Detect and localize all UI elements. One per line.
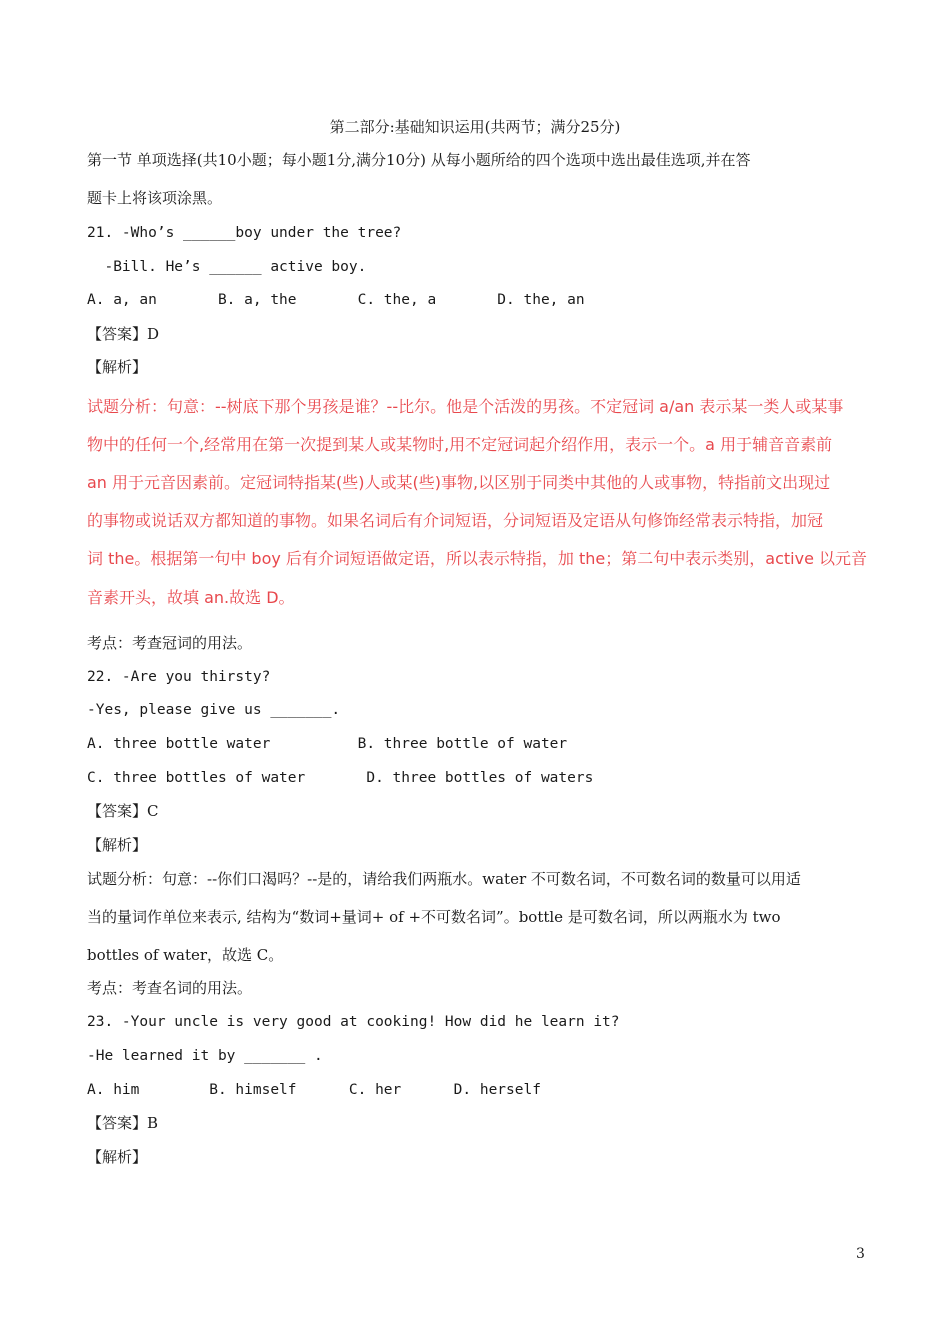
- q21-answer: 【答案】D: [87, 325, 160, 343]
- instructions-line-1: 第一节 单项选择(共10小题；每小题1分,满分10分) 从每小题所给的四个选项中选出最佳选项,并在答: [87, 151, 751, 169]
- q21-analysis-line-5: 词 the。根据第一句中 boy 后有介词短语做定语，所以表示特指，加 the；第二句中表示类别，active 以元音: [87, 549, 867, 568]
- q22-analysis-line-3: bottles of water，故选 C。: [87, 946, 284, 964]
- q23-stem-2: -He learned it by _______ .: [87, 1048, 323, 1064]
- q22-analysis-label: 【解析】: [87, 836, 148, 854]
- q22-analysis-line-1: 试题分析：句意：--你们口渴吗？--是的，请给我们两瓶水。water 不可数名词，不可数名词的数量可以用适: [87, 870, 801, 888]
- q22-point: 考点：考查名词的用法。: [87, 979, 253, 997]
- q23-analysis-label: 【解析】: [87, 1148, 148, 1166]
- q22-options-1: A. three bottle water B. three bottle of water: [87, 736, 568, 752]
- instructions-line-2: 题卡上将该项涂黑。: [87, 189, 223, 207]
- q22-stem-2: -Yes, please give us _______.: [87, 702, 341, 718]
- q21-analysis-line-1: 试题分析：句意：--树底下那个男孩是谁？--比尔。他是个活泼的男孩。不定冠词 a/an 表示某一类人或某事: [87, 397, 844, 416]
- q21-stem-2: -Bill. He’s ______ active boy.: [87, 259, 367, 275]
- q21-options: A. a, an B. a, the C. the, a D. the, an: [87, 292, 585, 308]
- q21-point: 考点：考查冠词的用法。: [87, 634, 253, 652]
- page-number: 3: [856, 1246, 865, 1262]
- q21-analysis-label: 【解析】: [87, 358, 148, 376]
- q22-options-2: C. three bottles of water D. three bottles of waters: [87, 770, 594, 786]
- q23-stem-1: 23. -Your uncle is very good at cooking! How did he learn it?: [87, 1014, 620, 1030]
- q23-options: A. him B. himself C. her D. herself: [87, 1082, 541, 1098]
- q21-analysis-line-3: an 用于元音因素前。定冠词特指某(些)人或某(些)事物,以区别于同类中其他的人或事物，特指前文出现过: [87, 473, 831, 492]
- q22-answer: 【答案】C: [87, 802, 159, 820]
- q21-stem-1: 21. -Who’s ______boy under the tree?: [87, 225, 402, 241]
- q23-answer: 【答案】B: [87, 1114, 159, 1132]
- q22-analysis-line-2: 当的量词作单位来表示, 结构为“数词+量词+ of +不可数名词”。bottle 是可数名词，所以两瓶水为 two: [87, 908, 781, 926]
- section-title: 第二部分:基础知识运用(共两节；满分25分): [329, 118, 621, 136]
- q22-stem-1: 22. -Are you thirsty?: [87, 669, 271, 685]
- q21-analysis-line-6: 音素开头，故填 an.故选 D。: [87, 588, 295, 607]
- q21-analysis-line-2: 物中的任何一个,经常用在第一次提到某人或某物时,用不定冠词起介绍作用，表示一个。a 用于辅音音素前: [87, 435, 833, 454]
- q21-analysis-line-4: 的事物或说话双方都知道的事物。如果名词后有介词短语，分词短语及定语从句修饰经常表示特指，加冠: [87, 511, 824, 530]
